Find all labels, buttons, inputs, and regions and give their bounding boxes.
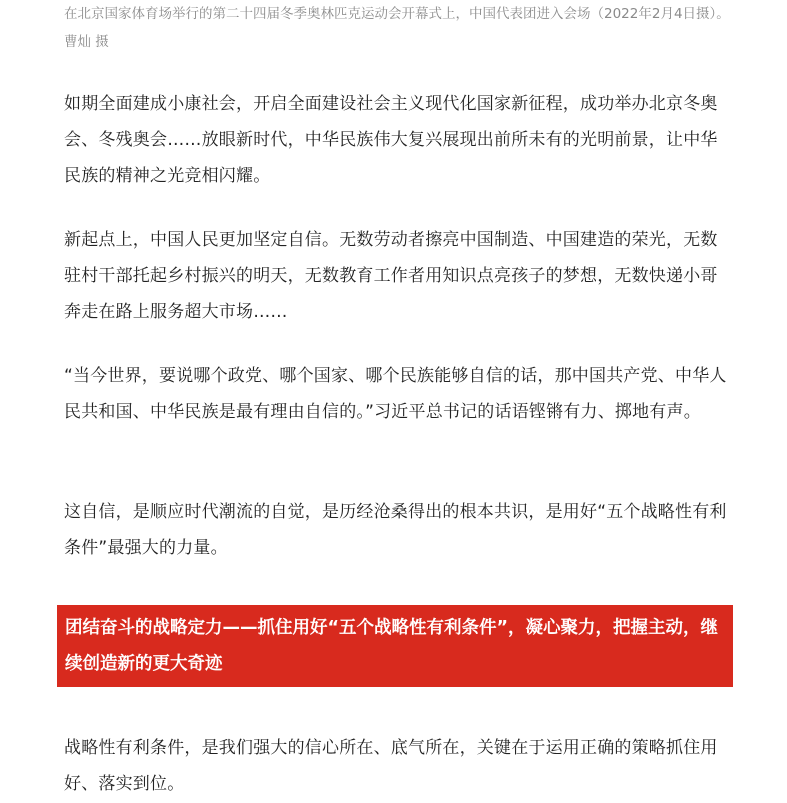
paragraph-4: 这自信，是顺应时代潮流的自觉，是历经沧桑得出的根本共识，是用好“五个战略性有利条件”最强大的力量。 [64,502,727,558]
paragraph-2: 新起点上，中国人民更加坚定自信。无数劳动者擦亮中国制造、中国建造的荣光，无数驻村干部托起乡村振兴的明天，无数教育工作者用知识点亮孩子的梦想，无数快递小哥奔走在路上服务超大市场…… [64,230,718,322]
paragraph-3: “当今世界，要说哪个政党、哪个国家、哪个民族能够自信的话，那中国共产党、中华人民共和国、中华民族是最有理由自信的。”习近平总书记的话语铿锵有力、掷地有声。 [64,366,727,422]
paragraph-5: 战略性有利条件，是我们强大的信心所在、底气所在，关键在于运用正确的策略抓住用好、落实到位。 [64,738,718,794]
section-heading-banner [57,605,733,687]
photo-caption: 在北京国家体育场举行的第二十四届冬季奥林匹克运动会开幕式上，中国代表团进入会场（2022年2月4日摄）。曹灿 摄 [64,6,730,50]
paragraph-1: 如期全面建成小康社会，开启全面建设社会主义现代化国家新征程，成功举办北京冬奥会、冬残奥会……放眼新时代，中华民族伟大复兴展现出前所未有的光明前景，让中华民族的精神之光竞相闪耀。 [64,94,718,186]
section-heading-text: 团结奋斗的战略定力——抓住用好“五个战略性有利条件”，凝心聚力，把握主动，继续创造新的更大奇迹 [65,618,719,674]
